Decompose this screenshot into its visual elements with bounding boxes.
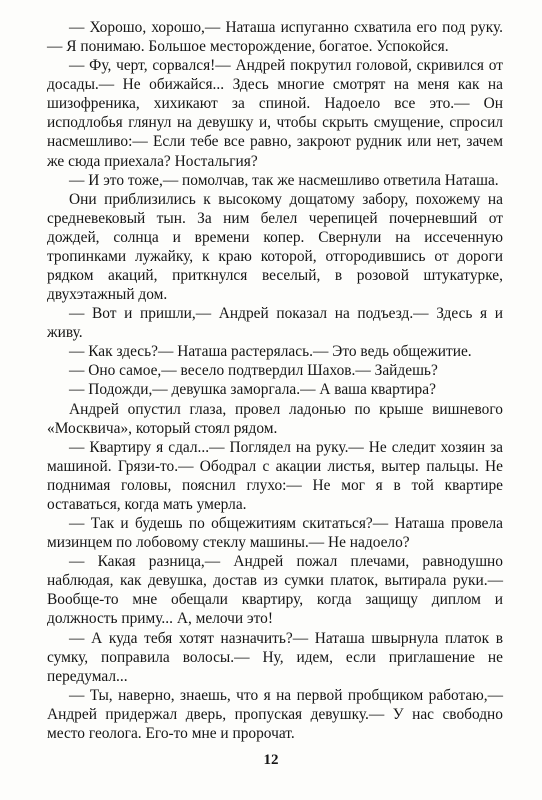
page-body-text <box>47 18 503 743</box>
paragraph: — И это тоже,— помолчав, так же насмешливо ответила Наташа. <box>69 171 499 189</box>
paragraph: — А куда тебя хотят назначить?— Наташа швырнула платок в сумку, поправила волосы.— Ну, идем, если приглашение не передумал... <box>47 629 503 685</box>
paragraph: — Оно самое,— весело подтвердил Шахов.— Зайдешь? <box>69 362 438 380</box>
paragraph: — Хорошо, хорошо,— Наташа испуганно схватила его под руку.— Я понимаю. Большое месторождение, богатое. Успокойся. <box>47 19 503 56</box>
paragraph: — Подожди,— девушка заморгала.— А ваша квартира? <box>69 381 436 399</box>
paragraph: — Фу, черт, сорвался!— Андрей покрутил головой, скривился от досады.— Не обижайся... Здесь многие смотрят на меня как на шизофреника, хихикают за спиной. Надоело все это.— Он исподлобья глянул на девушку и, чтобы скрыть смущение, спросил насмешливо:— Если тебе все равно, закроют рудник или нет, зачем же сюда приехала? Ностальгия? <box>47 57 503 170</box>
paragraph: — Квартиру я сдал...— Поглядел на руку.— Не следит хозяин за машиной. Грязи-то.— Ободрал с акации листья, вытер пальцы. Не поднимая головы, пояснил глухо:— Не мог я в той квартире оставаться, когда мать умерла. <box>47 438 503 513</box>
paragraph: — Так и будешь по общежитиям скитаться?— Наташа провела мизинцем по лобовому стеклу машины.— Не надоело? <box>47 515 503 552</box>
paragraph: — Вот и пришли,— Андрей показал на подъезд.— Здесь я и живу. <box>47 305 503 342</box>
paragraph: — Какая разница,— Андрей пожал плечами, равнодушно наблюдая, как девушка, достав из сумки платок, вытирала руки.— Вообще-то мне обещали квартиру, когда защищу диплом и должность приму... А, мелочи это! <box>47 553 503 628</box>
paragraph: — Как здесь?— Наташа растерялась.— Это ведь общежитие. <box>69 343 472 361</box>
page-number: 12 <box>263 752 279 768</box>
paragraph: Они приблизились к высокому дощатому забору, похожему на средневековый тын. За ним белел черепицей почерневший от дождей, солнца и времени копер. Свернули на иссеченную тропинками лужайку, к краю которой, отгородившись от дороги рядком акаций, приткнулся веселый, в розовой штукатурке, двухэтажный дом. <box>47 190 503 304</box>
paragraph: Андрей опустил глаза, провел ладонью по крыше вишневого «Москвича», который стоял рядом. <box>47 400 503 437</box>
paragraph: — Ты, наверно, знаешь, что я на первой пробщиком работаю,— Андрей придержал дверь, пропуская девушку.— У нас свободно место геолога. Его-то мне и пророчат. <box>47 686 503 742</box>
